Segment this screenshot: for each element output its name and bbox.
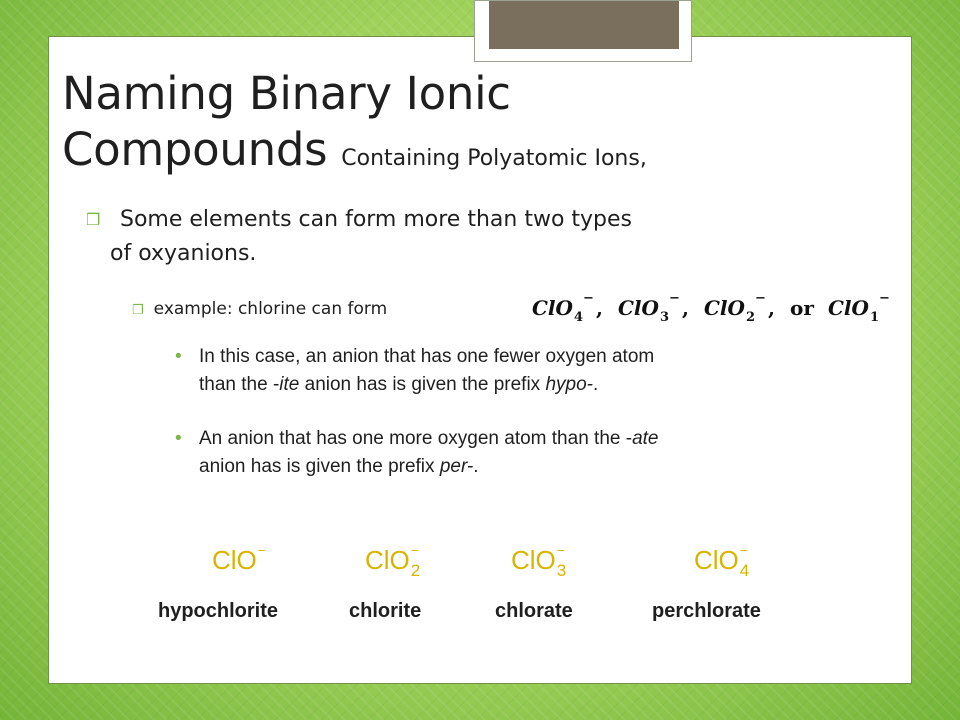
formula-base: ClO: [532, 296, 573, 320]
title-line-1: Naming Binary Ionic: [62, 67, 511, 120]
bullet-hypo-ite: ite: [279, 374, 300, 395]
bullet-hypo-line-2-post: .: [592, 374, 599, 395]
formula-sub: 3: [660, 310, 670, 325]
ion-name-perchlorate: perchlorate: [652, 600, 761, 622]
ion-formula: ClO: [694, 545, 739, 575]
bullet-per-line-2-pre: anion has is given the prefix: [199, 456, 440, 477]
bullet-hypo-prefix: hypo-: [545, 374, 593, 395]
formula-sup: −: [755, 291, 766, 306]
bullet-level-3-per-text: [175, 425, 855, 481]
ion-formula: ClO: [212, 545, 257, 575]
bullet-hypo-line-2-pre: than the -: [199, 374, 280, 395]
ion-formulas: [0, 542, 960, 589]
formula-clo3: [618, 291, 689, 325]
ion-name-chlorite: chlorite: [349, 600, 422, 622]
formula-base: ClO: [618, 296, 659, 320]
ion-charge: −: [257, 542, 266, 558]
bullet-level-3-hypo: [175, 343, 855, 399]
ion-names: [0, 600, 960, 630]
title-line-2: Compounds: [62, 123, 328, 176]
bullet-per-line-2-post: .: [473, 456, 479, 477]
ion-hypochlorite: [212, 542, 266, 576]
formula-sep: ,: [682, 296, 689, 320]
checkbox-square-icon: ❒: [132, 303, 144, 318]
ion-name-hypochlorite: hypochlorite: [158, 600, 279, 622]
ion-formula: ClO: [511, 545, 556, 575]
bullet-hypo-line-1: In this case, an anion that has one fewer oxygen atom: [199, 346, 655, 367]
ion-subscript: 4: [739, 561, 750, 580]
formula-clo1: [828, 291, 890, 325]
bullet-per-ate: ate: [632, 428, 659, 449]
bullet-per-prefix: per-: [439, 456, 474, 477]
bullet-level-1: [88, 203, 828, 271]
bullet-level-1-line-1: Some elements can form more than two types: [120, 207, 633, 232]
dot-icon: •: [175, 346, 182, 367]
formula-sep: ,: [768, 296, 775, 320]
ion-charge: −: [410, 542, 419, 558]
formula-sub: 1: [870, 310, 880, 325]
formula-clo2: [704, 291, 775, 325]
bullet-hypo-line-2-mid: anion has is given the prefix: [299, 374, 546, 395]
formula-or: or: [790, 296, 814, 320]
ion-charge: −: [556, 542, 565, 558]
decorative-tab-fill: [489, 1, 679, 49]
slide-title: [62, 66, 647, 187]
dot-icon: •: [175, 428, 182, 449]
bullet-level-2-text: example: chlorine can form: [153, 299, 388, 319]
bullet-level-2: [132, 297, 387, 323]
formula-sub: 2: [746, 310, 756, 325]
formula-clo4: [532, 291, 603, 325]
ion-chlorate: [511, 542, 567, 580]
formula-list: [528, 288, 912, 328]
ion-chlorite: [365, 542, 421, 580]
ion-name-chlorate: chlorate: [495, 600, 573, 622]
bullet-level-1-line-2: of oxyanions.: [110, 241, 257, 266]
bullet-per-line-1-pre: An anion that has one more oxygen atom than the -: [199, 428, 633, 449]
title-subtitle: Containing Polyatomic Ions,: [341, 146, 647, 171]
checkbox-square-icon: ❒: [86, 210, 101, 229]
formula-sup: −: [669, 291, 680, 306]
decorative-tab: [474, 0, 692, 62]
formula-base: ClO: [704, 296, 745, 320]
ion-formula: ClO: [365, 545, 410, 575]
ion-subscript: 3: [556, 561, 567, 580]
bullet-level-3-hypo-text: [175, 343, 855, 399]
ion-subscript: 2: [410, 561, 421, 580]
formula-base: ClO: [828, 296, 869, 320]
ion-perchlorate: [694, 542, 750, 580]
formula-sup: −: [879, 291, 890, 306]
bullet-level-3-per: [175, 425, 855, 481]
ion-charge: −: [739, 542, 748, 558]
formula-sup: −: [583, 291, 594, 306]
formula-sub: 4: [574, 310, 584, 325]
bullet-level-1-text: [88, 203, 828, 271]
formula-sep: ,: [596, 296, 603, 320]
